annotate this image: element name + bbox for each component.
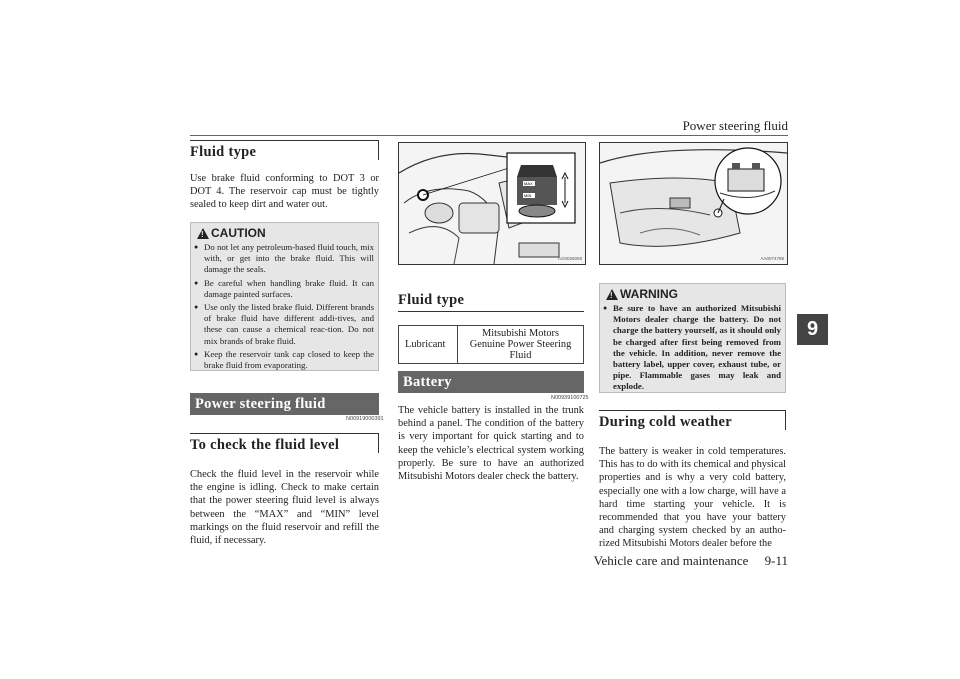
- caution-item: ● Use only the listed brake fluid. Different brands of brake fluid have different addi-tives, and these can cause a chemical reac-tion. Do not mix brands of brake fluid.: [191, 302, 378, 347]
- min-mark: MIN: [524, 193, 532, 198]
- chapter-tab: 9: [797, 314, 828, 345]
- caution-box: [190, 222, 379, 371]
- warning-triangle-icon: [606, 289, 618, 300]
- header-rule: [190, 135, 788, 136]
- lubricant-label: Lubricant: [399, 326, 458, 364]
- trunk-battery-illustration: [600, 143, 787, 264]
- engine-figure-code: AG0026059: [557, 256, 582, 261]
- warning-label: WARNING: [620, 287, 678, 301]
- psf-heading: Power steering fluid: [190, 393, 379, 415]
- caution-label: CAUTION: [211, 226, 266, 240]
- fluid-type-heading-2: Fluid type: [398, 290, 584, 312]
- caution-item: ● Keep the reservoir tank cap closed to keep the brake fluid from evaporating.: [191, 349, 378, 371]
- warning-triangle-icon: [197, 228, 209, 239]
- warning-item: ● Be sure to have an authorized Mitsubishi Motors dealer charge the battery. Do not charge the battery yourself, as it should only be charged after first being removed from the vehicle. In addition, never remove the battery label, upper cover, exhaust tube, or pipe. Flammable gases may leak and explode.: [600, 303, 785, 393]
- fluid-type-heading: Fluid type: [190, 140, 379, 160]
- cold-weather-heading: During cold weather: [599, 410, 786, 430]
- fluid-type-text: Use brake fluid conforming to DOT 3 or DOT 4. The reservoir cap must be tightly sealed to keep dirt and water out.: [190, 173, 379, 211]
- max-mark: MAX: [524, 181, 533, 186]
- check-level-text: Check the fluid level in the reservoir while the engine is idling. Check to make certain that the power steering fluid level is always between the “MAX” and “MIN” level markings on the fluid reservoir and refill the fluid, if necessary.: [190, 469, 379, 547]
- engine-bay-illustration: [399, 143, 585, 264]
- footer-section: Vehicle care and maintenance: [593, 553, 749, 568]
- trunk-figure-code: AA0074788: [760, 256, 784, 261]
- battery-heading: Battery: [398, 371, 584, 393]
- check-level-heading: To check the fluid level: [190, 433, 379, 453]
- psf-code: N00919000391: [346, 416, 384, 422]
- table-row: [399, 326, 584, 364]
- footer-page-number: 9-11: [764, 553, 788, 568]
- battery-code: N00939100725: [551, 395, 589, 401]
- engine-bay-figure: [398, 142, 586, 265]
- warning-box: [599, 283, 786, 393]
- caution-item: ● Do not let any petroleum-based fluid touch, mix with, or get into the brake fluid. This will damage the seals.: [191, 242, 378, 276]
- cold-weather-text: The battery is weaker in cold temperatures. This has to do with its chemical and physical properties and is why a very cold battery, especially one with a low charge, will have a hard time starting your vehicle. It is recommended that you have your battery and charging system checked by an autho-rized Mitsubishi Motors dealer before the: [599, 446, 786, 550]
- fluid-spec-table: [398, 325, 584, 364]
- trunk-battery-figure: [599, 142, 788, 265]
- caution-item: ● Be careful when handling brake fluid. It can damage painted surfaces.: [191, 278, 378, 300]
- page-header-title: Power steering fluid: [682, 118, 788, 133]
- warning-title: [600, 284, 785, 303]
- caution-title: [191, 223, 378, 242]
- page-footer: [594, 553, 788, 569]
- battery-text: The vehicle battery is installed in the trunk behind a panel. The condition of the battery is very important for quick starting and to keep the vehicle’s electrical system working properly. Be sure to have an authorized Mitsubishi Motors dealer check the battery.: [398, 405, 584, 483]
- lubricant-value: Mitsubishi Motors Genuine Power Steering Fluid: [458, 326, 584, 364]
